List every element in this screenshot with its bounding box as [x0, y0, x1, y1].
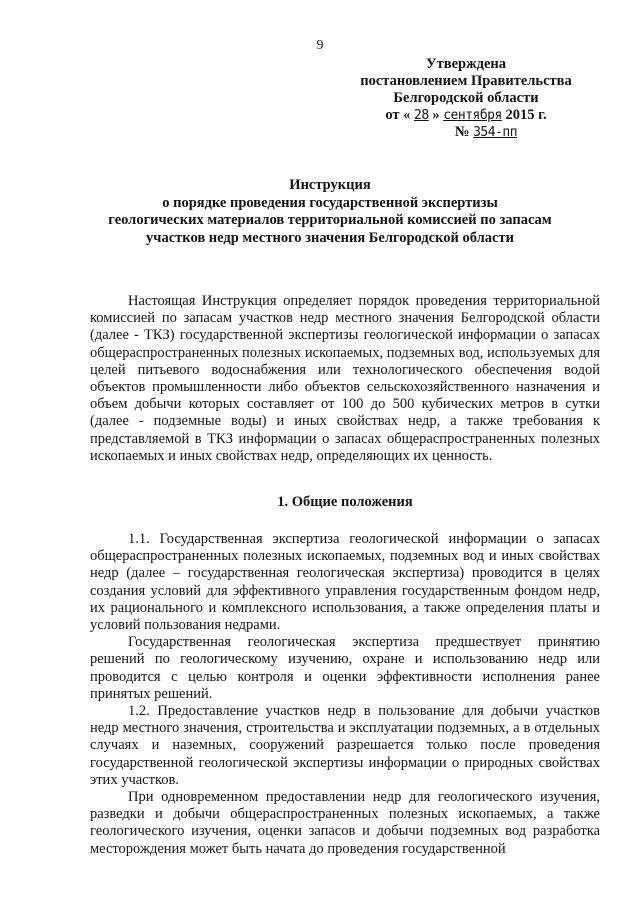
document-title — [70, 177, 590, 247]
approval-line-1: Утверждена — [426, 56, 506, 72]
page-number: 9 — [316, 38, 324, 53]
approval-block — [346, 56, 586, 141]
number-value: 354-пп — [473, 125, 518, 140]
paragraph-1-2-cont: При одновременном предоставлении недр для геологического изучения, разведки и добычи общераспространенных полезных ископаемых, а также геологического изучения, оценки запасов и добычи подземных вод разработка месторождения может быть начата до проведения государственной — [90, 789, 600, 857]
paragraph-1-2: 1.2. Предоставление участков недр в пользование для добычи участков недр местного значения, строительства и эксплуатации подземных, а в отдельных случаях и наземных, сооружений разрешается только после проведения государственной геологической экспертизы информации о природных свойствах этих участков. — [90, 703, 600, 788]
date-day: 28 — [414, 108, 429, 123]
paragraph-1-1-cont: Государственная геологическая экспертиза предшествует принятию решений по геологическому изучению, охране и использованию недр или проводится с целью контроля и оценки эффективности исполнения ранее принятых решений. — [90, 634, 600, 702]
paragraph-1-1: 1.1. Государственная экспертиза геологической информации о запасах общераспространенных полезных ископаемых, подземных вод и иных свойствах недр (далее – государственная геологическая экспертиза) проводится в целях создания условий для эффективного управления государственным фондом недр, их рационального и комплексного использования, а также определения платы и условий пользования недрами. — [90, 531, 600, 634]
number-prefix: № — [454, 124, 470, 140]
approval-line-3: Белгородской области — [393, 90, 539, 106]
intro-paragraph: Настоящая Инструкция определяет порядок проведения территориальной комиссией по запасам участков недр местного значения Белгородской области (далее - ТКЗ) государственной экспертизы геологической информации о запасах общераспространенных полезных ископаемых, подземных вод, используемых для целей питьевого водоснабжения или технологического обеспечения водой объектов промышленности либо объектов сельскохозяйственного назначения и объем добычи которых составляет от 100 до 500 кубических метров в сутки (далее - подземные воды) и иных свойствах недр, а также требования к представляемой в ТКЗ информации о запасах общераспространенных полезных ископаемых и иных свойствах недр, определяющих их ценность. — [90, 293, 600, 464]
approval-date — [346, 107, 586, 124]
title-line-4: участков недр местного значения Белгородской области — [146, 229, 514, 246]
title-line-2: о порядке проведения государственной экспертизы — [162, 194, 498, 211]
approval-number — [386, 124, 586, 141]
title-line-3: геологических материалов территориальной комиссией по запасам — [108, 212, 552, 228]
intro-text — [90, 293, 600, 465]
title-line-1: Инструкция — [289, 177, 371, 193]
date-prefix: от « — [385, 107, 411, 123]
approval-line-2: постановлением Правительства — [360, 73, 572, 89]
date-year: 2015 г. — [505, 107, 547, 123]
section-heading: 1. Общие положения — [277, 494, 413, 510]
date-mid: » — [432, 107, 440, 123]
section-body — [90, 531, 600, 858]
date-month: сентября — [443, 108, 502, 123]
